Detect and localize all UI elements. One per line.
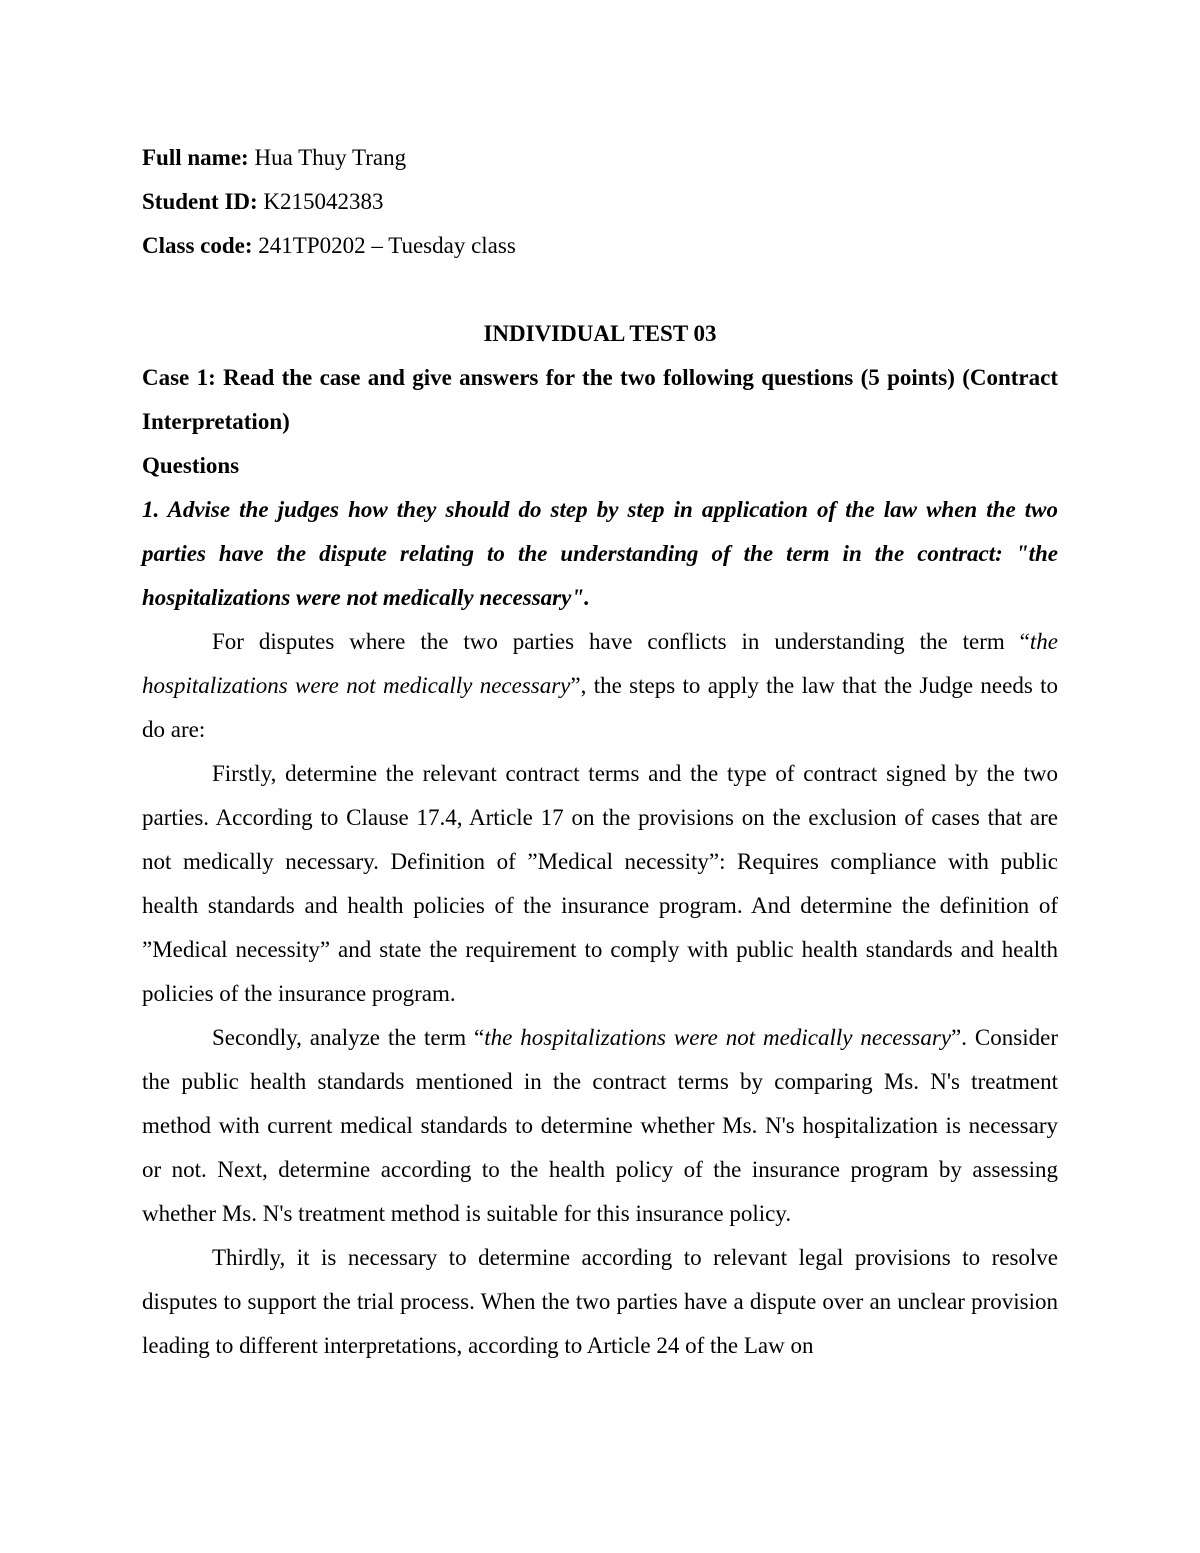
full-name-line xyxy=(142,136,1058,180)
paragraph-3-end: ”. Consider the public health standards mentioned in the contract terms by comparing Ms. N's treatment method with current medical standards to determine whether Ms. N's hospitalization is necessary or not. Next, determine according to the health policy of the insurance program by assessing whether Ms. N's treatment method is suitable for this insurance policy. xyxy=(142,1025,1058,1226)
paragraph-4: Thirdly, it is necessary to determine according to relevant legal provisions to resolve disputes to support the trial process. When the two parties have a dispute over an unclear provision leading to different interpretations, according to Article 24 of the Law on xyxy=(142,1245,1058,1358)
class-code-value: 241TP0202 – Tuesday class xyxy=(252,233,516,258)
paragraph-1-end: ”, the steps to apply the law that the Judge needs to do are: xyxy=(142,673,1059,742)
document-title: INDIVIDUAL TEST 03 xyxy=(483,321,717,346)
question-1: 1. Advise the judges how they should do step by step in application of the law when the two parties have the dispute relating to the understanding of the term in the contract: "the hospitalizations were not medically necessary". xyxy=(142,497,1058,610)
paragraph-1-start: For disputes where the two parties have conflicts in understanding the term “ xyxy=(212,629,1030,654)
full-name-value: Hua Thuy Trang xyxy=(248,145,407,170)
paragraph-2: Firstly, determine the relevant contract terms and the type of contract signed by the two parties. According to Clause 17.4, Article 17 on the provisions on the exclusion of cases that are not medically necessary. Definition of ”Medical necessity”: Requires compliance with public health standards and health policies of the insurance program. And determine the definition of ”Medical necessity” and state the requirement to comply with public health standards and health policies of the insurance program. xyxy=(142,761,1058,1006)
paragraph-1-term: the hospitalizations were not medically necessary xyxy=(142,629,1058,698)
student-id-label: Student ID: xyxy=(142,189,258,214)
paragraph-1 xyxy=(142,620,1058,752)
document-page xyxy=(142,136,1058,1368)
case-heading: Case 1: Read the case and give answers for the two following questions (5 points) (Contract Interpretation) xyxy=(142,365,1058,434)
questions-label: Questions xyxy=(142,453,240,478)
student-id-value: K215042383 xyxy=(257,189,384,214)
full-name-label: Full name: xyxy=(142,145,249,170)
student-id-line xyxy=(142,180,1058,224)
paragraph-3-term: the hospitalizations were not medically necessary xyxy=(484,1025,952,1050)
class-code-label: Class code: xyxy=(142,233,253,258)
paragraph-3 xyxy=(142,1016,1058,1236)
paragraph-3-start: Secondly, analyze the term “ xyxy=(212,1025,485,1050)
class-code-line xyxy=(142,224,1058,268)
